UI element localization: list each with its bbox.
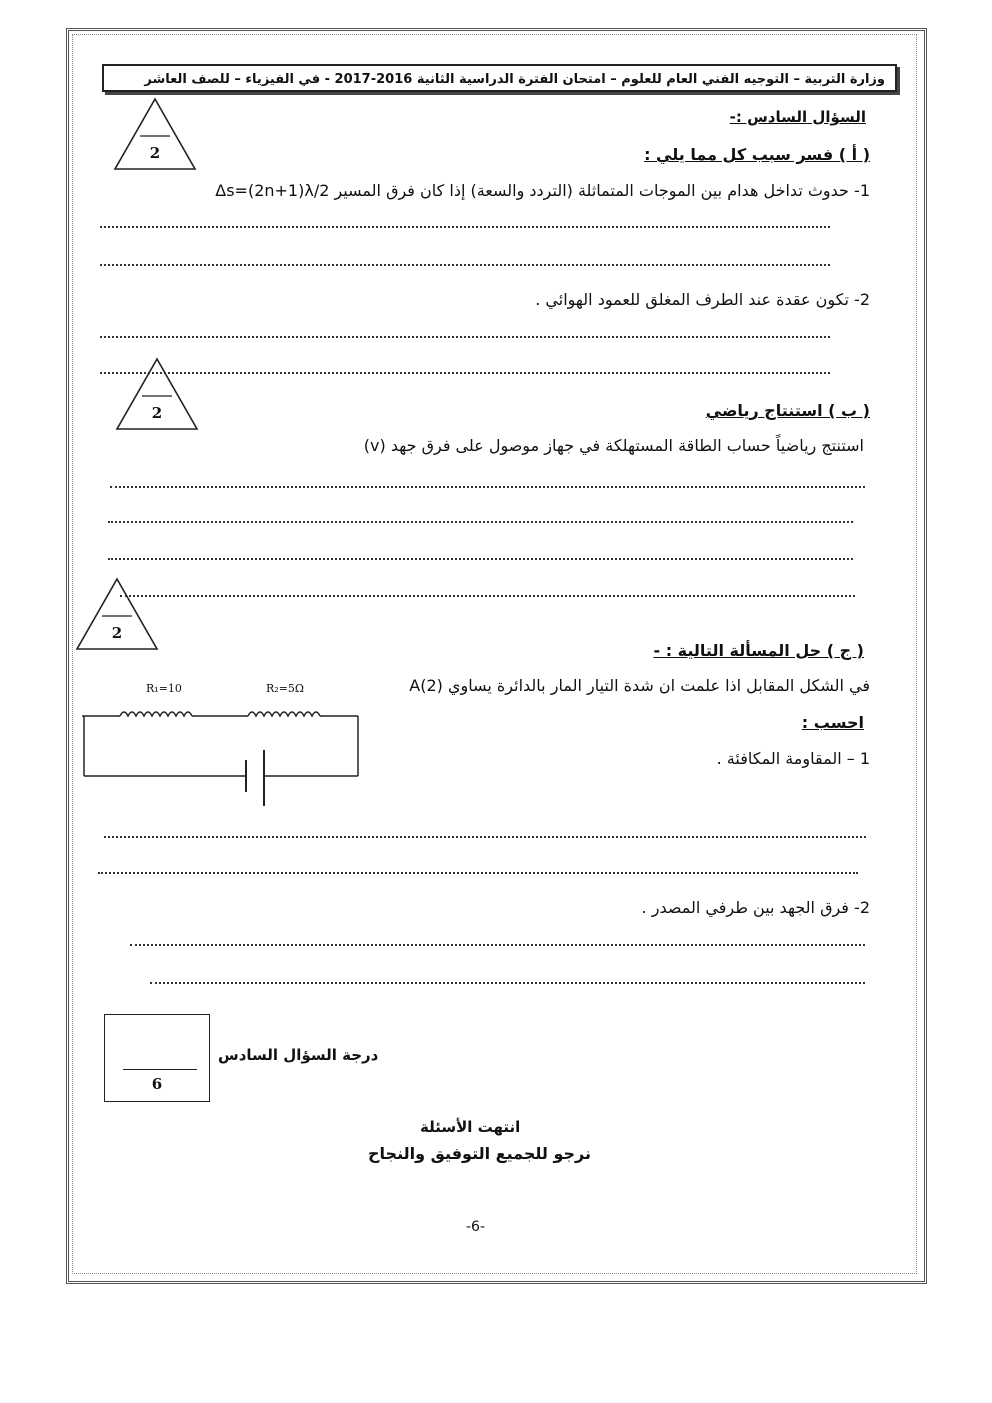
answer-line [100, 372, 830, 374]
answer-line [104, 836, 866, 838]
resistor-r2-label: R₂=5Ω [266, 682, 305, 695]
grade-line [123, 1069, 197, 1070]
closing-line-2: نرجو للجميع التوفيق والنجاح [368, 1144, 592, 1163]
mark-triangle-b [114, 356, 200, 432]
answer-line [108, 521, 853, 523]
part-c-intro: في الشكل المقابل اذا علمت ان شدة التيار المار بالدائرة يساوي A(2) [409, 676, 870, 695]
answer-line [120, 595, 855, 597]
closing-line-1: انتهت الأسئلة [420, 1118, 521, 1136]
part-c-item-1: 1 – المقاومة المكافئة . [716, 749, 870, 768]
part-b-title: ( ب ) استنتاج رياضي [705, 401, 870, 420]
page-number: -6- [466, 1219, 486, 1235]
part-a-item-1: 1- حدوث تداخل هدام بين الموجات المتماثلة (التردد والسعة) إذا كان فرق المسير Δs=(2n+1)λ/2 [215, 181, 870, 200]
part-c-calc-label: احسب : [801, 713, 864, 732]
answer-line [108, 558, 853, 560]
answer-line [100, 336, 830, 338]
total-grade-value: 6 [151, 1075, 163, 1093]
mark-c-value: 2 [111, 624, 123, 642]
resistor-r1-label: R₁=10 [146, 682, 182, 695]
exam-header: وزارة التربية – التوجيه الفني العام للعلوم – امتحان الفترة الدراسية الثانية 2016-2017 - في الفيزياء – للصف العاشر [102, 64, 897, 92]
total-grade-box [104, 1014, 210, 1102]
mark-a-value: 2 [149, 144, 161, 162]
part-b-text: استنتج رياضياً حساب الطاقة المستهلكة في جهاز موصول على فرق جهد (v) [363, 436, 864, 455]
part-c-item-2: 2- فرق الجهد بين طرفي المصدر . [641, 898, 870, 917]
part-c-title: ( ج ) حل المسألة التالية : - [653, 641, 864, 660]
answer-line [110, 486, 865, 488]
answer-line [130, 944, 865, 946]
answer-line [98, 872, 858, 874]
part-a-item-2: 2- تكون عقدة عند الطرف المغلق للعمود الهوائي . [535, 290, 870, 309]
circuit-diagram [80, 676, 370, 810]
mark-triangle-c [74, 576, 160, 652]
part-a-title: ( أ ) فسر سبب كل مما يلي : [644, 145, 870, 164]
grade-label: درجة السؤال السادس [218, 1046, 379, 1064]
mark-triangle-a [112, 96, 198, 172]
question-title: السؤال السادس :- [729, 108, 866, 126]
answer-line [150, 982, 865, 984]
answer-line [100, 264, 830, 266]
answer-line [100, 226, 830, 228]
mark-b-value: 2 [151, 404, 163, 422]
